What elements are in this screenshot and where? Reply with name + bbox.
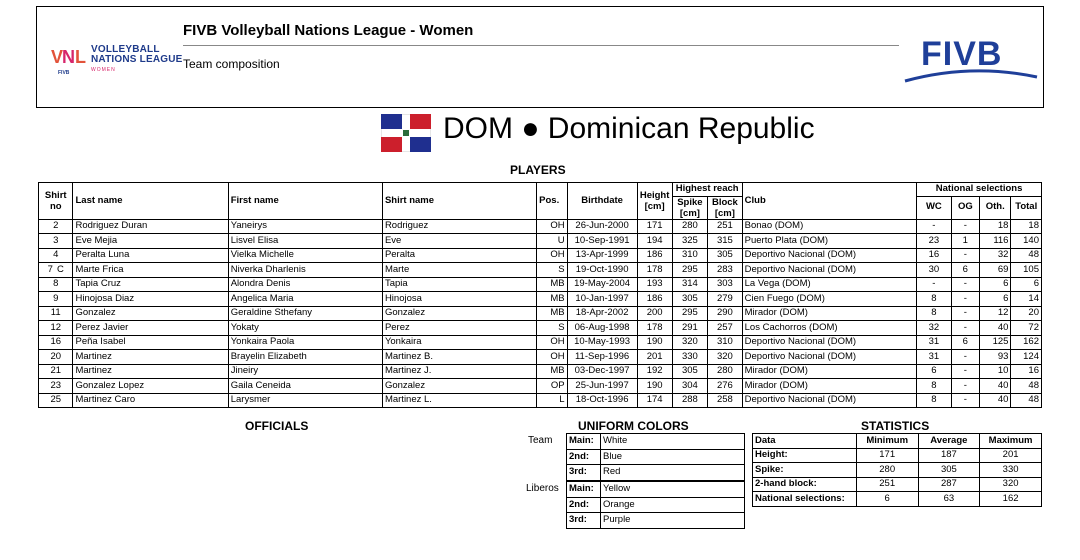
player-height: 190 <box>637 335 672 350</box>
player-first-name: Geraldine Sthefany <box>228 306 382 321</box>
svg-text:FIVB: FIVB <box>58 70 70 76</box>
player-row <box>39 306 1042 321</box>
col-wc: WC <box>917 196 951 219</box>
player-birthdate: 25-Jun-1997 <box>567 379 637 394</box>
player-first-name: Niverka Dharlenis <box>228 263 382 278</box>
player-shirt-name: Martinez B. <box>382 350 536 365</box>
player-height: 178 <box>637 321 672 336</box>
shirt-number: 3 <box>53 234 59 246</box>
stats-header: Average <box>918 434 980 449</box>
player-last-name: Gonzalez Lopez <box>73 379 228 394</box>
player-first-name: Vielka Michelle <box>228 248 382 263</box>
stats-label: Height: <box>753 448 857 463</box>
player-row <box>39 350 1042 365</box>
player-height: 174 <box>637 393 672 408</box>
player-birthdate: 18-Apr-2002 <box>567 306 637 321</box>
player-spike: 320 <box>672 335 708 350</box>
col-total: Total <box>1011 196 1042 219</box>
uniform-section-title: UNIFORM COLORS <box>578 419 689 433</box>
player-club: Deportivo Nacional (DOM) <box>742 248 917 263</box>
player-other: 6 <box>980 277 1011 292</box>
uniform-color: Blue <box>601 449 745 465</box>
uniform-liberos-label: Liberos <box>526 483 559 494</box>
player-spike: 330 <box>672 350 708 365</box>
player-og: 6 <box>951 263 979 278</box>
player-first-name: Jineiry <box>228 364 382 379</box>
uniform-team-label: Team <box>528 435 553 446</box>
player-wc: 31 <box>917 350 951 365</box>
player-shirt-no <box>39 379 73 394</box>
player-other: 125 <box>980 335 1011 350</box>
player-block: 315 <box>708 234 742 249</box>
stats-min: 251 <box>856 477 918 492</box>
stats-min: 280 <box>856 463 918 478</box>
player-spike: 304 <box>672 379 708 394</box>
player-birthdate: 13-Apr-1999 <box>567 248 637 263</box>
col-birthdate: Birthdate <box>567 183 637 220</box>
player-wc: 31 <box>917 335 951 350</box>
player-og: 1 <box>951 234 979 249</box>
document-title: FIVB Volleyball Nations League - Women <box>183 22 474 39</box>
player-position: OH <box>537 335 567 350</box>
player-other: 40 <box>980 321 1011 336</box>
players-section-title: PLAYERS <box>510 163 566 177</box>
player-shirt-name: Marte <box>382 263 536 278</box>
player-total: 6 <box>1011 277 1042 292</box>
dominican-flag-icon <box>381 114 431 152</box>
player-first-name: Lisvel Elisa <box>228 234 382 249</box>
player-wc: - <box>917 219 951 234</box>
player-club: Los Cachorros (DOM) <box>742 321 917 336</box>
player-shirt-no <box>39 364 73 379</box>
player-row <box>39 234 1042 249</box>
player-height: 171 <box>637 219 672 234</box>
player-shirt-name: Gonzalez <box>382 306 536 321</box>
col-first-name: First name <box>228 183 382 220</box>
player-position: MB <box>537 364 567 379</box>
player-og: - <box>951 277 979 292</box>
player-other: 40 <box>980 393 1011 408</box>
uniform-color: Yellow <box>601 482 745 498</box>
player-total: 72 <box>1011 321 1042 336</box>
col-height: Height [cm] <box>637 183 672 220</box>
header-divider <box>183 45 899 46</box>
shirt-number: 16 <box>50 336 62 347</box>
stats-max: 162 <box>980 492 1042 507</box>
player-og: - <box>951 292 979 307</box>
shirt-number: 9 <box>53 292 59 304</box>
uniform-row <box>567 513 745 529</box>
shirt-number: 12 <box>50 321 62 333</box>
shirt-number: 11 <box>50 307 61 318</box>
uniform-row <box>567 434 745 450</box>
player-row <box>39 277 1042 292</box>
player-row <box>39 379 1042 394</box>
player-total: 124 <box>1011 350 1042 365</box>
player-og: 6 <box>951 335 979 350</box>
player-block: 320 <box>708 350 742 365</box>
player-first-name: Larysmer <box>228 393 382 408</box>
player-last-name: Martinez <box>73 350 228 365</box>
player-position: MB <box>537 277 567 292</box>
stats-header: Data <box>753 434 857 449</box>
player-row <box>39 321 1042 336</box>
col-og: OG <box>951 196 979 219</box>
player-row <box>39 219 1042 234</box>
stats-min: 171 <box>856 448 918 463</box>
player-last-name: Gonzalez <box>73 306 228 321</box>
player-wc: 16 <box>917 248 951 263</box>
player-position: OH <box>537 350 567 365</box>
player-birthdate: 19-Oct-1990 <box>567 263 637 278</box>
col-block: Block [cm] <box>708 196 742 219</box>
player-block: 310 <box>708 335 742 350</box>
player-og: - <box>951 393 979 408</box>
player-spike: 288 <box>672 393 708 408</box>
player-shirt-name: Gonzalez <box>382 379 536 394</box>
player-club: Cien Fuego (DOM) <box>742 292 917 307</box>
vnl-logo-line2: NATIONS LEAGUE <box>91 54 183 65</box>
player-wc: 8 <box>917 393 951 408</box>
player-shirt-name: Perez <box>382 321 536 336</box>
player-wc: 32 <box>917 321 951 336</box>
player-total: 105 <box>1011 263 1042 278</box>
player-shirt-no <box>39 393 73 408</box>
uniform-color: White <box>601 434 745 450</box>
player-row <box>39 364 1042 379</box>
player-last-name: Marte Frica <box>73 263 228 278</box>
player-last-name: Peralta Luna <box>73 248 228 263</box>
col-shirt-name: Shirt name <box>382 183 536 220</box>
player-height: 192 <box>637 364 672 379</box>
player-club: Mirador (DOM) <box>742 379 917 394</box>
shirt-number: 2 <box>53 220 59 231</box>
player-block: 276 <box>708 379 742 394</box>
player-birthdate: 03-Dec-1997 <box>567 364 637 379</box>
player-spike: 295 <box>672 306 708 321</box>
player-shirt-no <box>39 219 73 234</box>
stats-header: Minimum <box>856 434 918 449</box>
player-other: 6 <box>980 292 1011 307</box>
col-club: Club <box>742 183 917 220</box>
vnl-logo-line3: WOMEN <box>91 67 116 73</box>
player-og: - <box>951 306 979 321</box>
player-position: MB <box>537 292 567 307</box>
player-og: - <box>951 219 979 234</box>
captain-mark: C <box>56 263 64 275</box>
uniform-color: Purple <box>601 513 745 529</box>
player-birthdate: 11-Sep-1996 <box>567 350 637 365</box>
svg-text:FIVB: FIVB <box>921 35 1003 73</box>
player-last-name: Martinez Caro <box>73 393 228 408</box>
uniform-row <box>567 449 745 465</box>
stats-row <box>753 477 1042 492</box>
vnl-logo-line1: VOLLEYBALL <box>91 44 160 55</box>
player-first-name: Gaila Ceneida <box>228 379 382 394</box>
player-club: Deportivo Nacional (DOM) <box>742 393 917 408</box>
player-total: 20 <box>1011 306 1042 321</box>
player-total: 48 <box>1011 393 1042 408</box>
svg-text:V: V <box>51 47 64 67</box>
player-total: 16 <box>1011 364 1042 379</box>
player-club: Deportivo Nacional (DOM) <box>742 350 917 365</box>
player-height: 186 <box>637 248 672 263</box>
player-shirt-no <box>39 292 73 307</box>
player-shirt-name: Peralta <box>382 248 536 263</box>
shirt-number: 25 <box>50 394 62 405</box>
player-total: 48 <box>1011 379 1042 394</box>
player-club: Mirador (DOM) <box>742 364 917 379</box>
col-shirt-no: Shirt no <box>39 183 73 220</box>
player-shirt-name: Eve <box>382 234 536 249</box>
player-shirt-name: Rodriguez <box>382 219 536 234</box>
player-club: Deportivo Nacional (DOM) <box>742 335 917 350</box>
player-shirt-no <box>39 248 73 263</box>
player-block: 279 <box>708 292 742 307</box>
player-og: - <box>951 350 979 365</box>
statistics-table <box>752 433 1042 507</box>
col-position: Pos. <box>537 183 567 220</box>
uniform-color: Orange <box>601 497 745 513</box>
player-height: 194 <box>637 234 672 249</box>
player-position: OP <box>537 379 567 394</box>
shirt-number: 20 <box>50 350 62 362</box>
player-wc: 8 <box>917 292 951 307</box>
col-national-selections: National selections <box>917 183 1042 197</box>
player-shirt-no <box>39 277 73 292</box>
player-shirt-name: Martinez J. <box>382 364 536 379</box>
col-last-name: Last name <box>73 183 228 220</box>
vnl-logo <box>51 43 191 79</box>
player-shirt-no <box>39 335 73 350</box>
player-other: 40 <box>980 379 1011 394</box>
player-block: 280 <box>708 364 742 379</box>
player-other: 69 <box>980 263 1011 278</box>
player-birthdate: 18-Oct-1996 <box>567 393 637 408</box>
player-wc: 23 <box>917 234 951 249</box>
officials-section-title: OFFICIALS <box>245 419 309 433</box>
uniform-kind: Main: <box>567 434 601 450</box>
uniform-team-table <box>566 433 745 481</box>
stats-label: 2-hand block: <box>753 477 857 492</box>
player-block: 257 <box>708 321 742 336</box>
player-position: L <box>537 393 567 408</box>
player-first-name: Alondra Denis <box>228 277 382 292</box>
stats-header: Maximum <box>980 434 1042 449</box>
player-total: 14 <box>1011 292 1042 307</box>
player-row <box>39 292 1042 307</box>
player-other: 12 <box>980 306 1011 321</box>
uniform-kind: 2nd: <box>567 449 601 465</box>
player-row <box>39 393 1042 408</box>
player-club: Mirador (DOM) <box>742 306 917 321</box>
player-height: 201 <box>637 350 672 365</box>
player-shirt-name: Hinojosa <box>382 292 536 307</box>
fivb-logo <box>903 29 1039 87</box>
player-first-name: Yokaty <box>228 321 382 336</box>
svg-text:L: L <box>75 47 86 67</box>
player-shirt-no <box>39 234 73 249</box>
player-total: 48 <box>1011 248 1042 263</box>
player-birthdate: 26-Jun-2000 <box>567 219 637 234</box>
stats-label: National selections: <box>753 492 857 507</box>
uniform-kind: 3rd: <box>567 513 601 529</box>
player-og: - <box>951 248 979 263</box>
player-last-name: Peña Isabel <box>73 335 228 350</box>
player-height: 190 <box>637 379 672 394</box>
vnl-mark-icon <box>51 43 87 77</box>
player-last-name: Hinojosa Diaz <box>73 292 228 307</box>
svg-text:N: N <box>62 47 75 67</box>
player-position: S <box>537 263 567 278</box>
player-wc: 8 <box>917 379 951 394</box>
player-og: - <box>951 364 979 379</box>
player-block: 305 <box>708 248 742 263</box>
player-total: 18 <box>1011 219 1042 234</box>
stats-max: 330 <box>980 463 1042 478</box>
player-spike: 325 <box>672 234 708 249</box>
player-other: 10 <box>980 364 1011 379</box>
player-block: 258 <box>708 393 742 408</box>
player-spike: 305 <box>672 292 708 307</box>
player-shirt-no <box>39 321 73 336</box>
player-block: 283 <box>708 263 742 278</box>
player-wc: 6 <box>917 364 951 379</box>
player-position: OH <box>537 219 567 234</box>
player-last-name: Rodriguez Duran <box>73 219 228 234</box>
stats-min: 6 <box>856 492 918 507</box>
shirt-number: 4 <box>53 249 59 260</box>
col-spike: Spike [cm] <box>672 196 708 219</box>
player-height: 186 <box>637 292 672 307</box>
col-other: Oth. <box>980 196 1011 219</box>
player-shirt-name: Yonkaira <box>382 335 536 350</box>
vnl-logo-text <box>91 45 183 75</box>
document-subtitle: Team composition <box>183 57 280 71</box>
player-spike: 305 <box>672 364 708 379</box>
shirt-number: 23 <box>50 379 62 391</box>
player-other: 116 <box>980 234 1011 249</box>
player-height: 193 <box>637 277 672 292</box>
uniform-row <box>567 482 745 498</box>
player-spike: 280 <box>672 219 708 234</box>
uniform-kind: 3rd: <box>567 465 601 481</box>
shirt-number: 21 <box>50 365 62 376</box>
player-club: Puerto Plata (DOM) <box>742 234 917 249</box>
uniform-row <box>567 497 745 513</box>
player-birthdate: 10-Sep-1991 <box>567 234 637 249</box>
player-other: 18 <box>980 219 1011 234</box>
player-spike: 310 <box>672 248 708 263</box>
player-block: 251 <box>708 219 742 234</box>
player-first-name: Yaneirys <box>228 219 382 234</box>
player-other: 32 <box>980 248 1011 263</box>
player-birthdate: 06-Aug-1998 <box>567 321 637 336</box>
player-row <box>39 248 1042 263</box>
player-shirt-no <box>39 263 73 278</box>
uniform-kind: 2nd: <box>567 497 601 513</box>
stats-header-row <box>753 434 1042 449</box>
stats-label: Spike: <box>753 463 857 478</box>
player-club: Deportivo Nacional (DOM) <box>742 263 917 278</box>
stats-avg: 187 <box>918 448 980 463</box>
report-header <box>36 6 1044 108</box>
player-first-name: Angelica Maria <box>228 292 382 307</box>
player-birthdate: 19-May-2004 <box>567 277 637 292</box>
player-wc: 8 <box>917 306 951 321</box>
player-spike: 314 <box>672 277 708 292</box>
player-first-name: Yonkaira Paola <box>228 335 382 350</box>
player-total: 140 <box>1011 234 1042 249</box>
player-spike: 291 <box>672 321 708 336</box>
player-position: MB <box>537 306 567 321</box>
players-table <box>38 182 1042 408</box>
player-og: - <box>951 321 979 336</box>
shirt-number: 7 <box>47 263 53 275</box>
player-shirt-no <box>39 350 73 365</box>
team-title: DOM ● Dominican Republic <box>443 112 815 145</box>
player-birthdate: 10-Jan-1997 <box>567 292 637 307</box>
stats-avg: 63 <box>918 492 980 507</box>
player-row <box>39 263 1042 278</box>
player-spike: 295 <box>672 263 708 278</box>
stats-row <box>753 492 1042 507</box>
stats-avg: 305 <box>918 463 980 478</box>
player-club: La Vega (DOM) <box>742 277 917 292</box>
player-row <box>39 335 1042 350</box>
uniform-liberos-table <box>566 481 745 529</box>
player-shirt-name: Martinez L. <box>382 393 536 408</box>
player-shirt-no <box>39 306 73 321</box>
player-other: 93 <box>980 350 1011 365</box>
player-last-name: Eve Mejia <box>73 234 228 249</box>
player-position: OH <box>537 248 567 263</box>
stats-row <box>753 448 1042 463</box>
uniform-kind: Main: <box>567 482 601 498</box>
player-block: 290 <box>708 306 742 321</box>
player-birthdate: 10-May-1993 <box>567 335 637 350</box>
player-last-name: Martinez <box>73 364 228 379</box>
player-total: 162 <box>1011 335 1042 350</box>
player-height: 178 <box>637 263 672 278</box>
uniform-color: Red <box>601 465 745 481</box>
player-last-name: Tapia Cruz <box>73 277 228 292</box>
stats-max: 320 <box>980 477 1042 492</box>
player-og: - <box>951 379 979 394</box>
uniform-row <box>567 465 745 481</box>
col-highest-reach: Highest reach <box>672 183 742 197</box>
shirt-number: 8 <box>53 278 59 289</box>
player-position: S <box>537 321 567 336</box>
player-shirt-name: Tapia <box>382 277 536 292</box>
stats-avg: 287 <box>918 477 980 492</box>
player-club: Bonao (DOM) <box>742 219 917 234</box>
player-position: U <box>537 234 567 249</box>
player-wc: - <box>917 277 951 292</box>
player-height: 200 <box>637 306 672 321</box>
stats-max: 201 <box>980 448 1042 463</box>
player-first-name: Brayelin Elizabeth <box>228 350 382 365</box>
stats-row <box>753 463 1042 478</box>
player-last-name: Perez Javier <box>73 321 228 336</box>
players-table-body <box>39 219 1042 408</box>
statistics-section-title: STATISTICS <box>861 419 930 433</box>
player-wc: 30 <box>917 263 951 278</box>
player-block: 303 <box>708 277 742 292</box>
